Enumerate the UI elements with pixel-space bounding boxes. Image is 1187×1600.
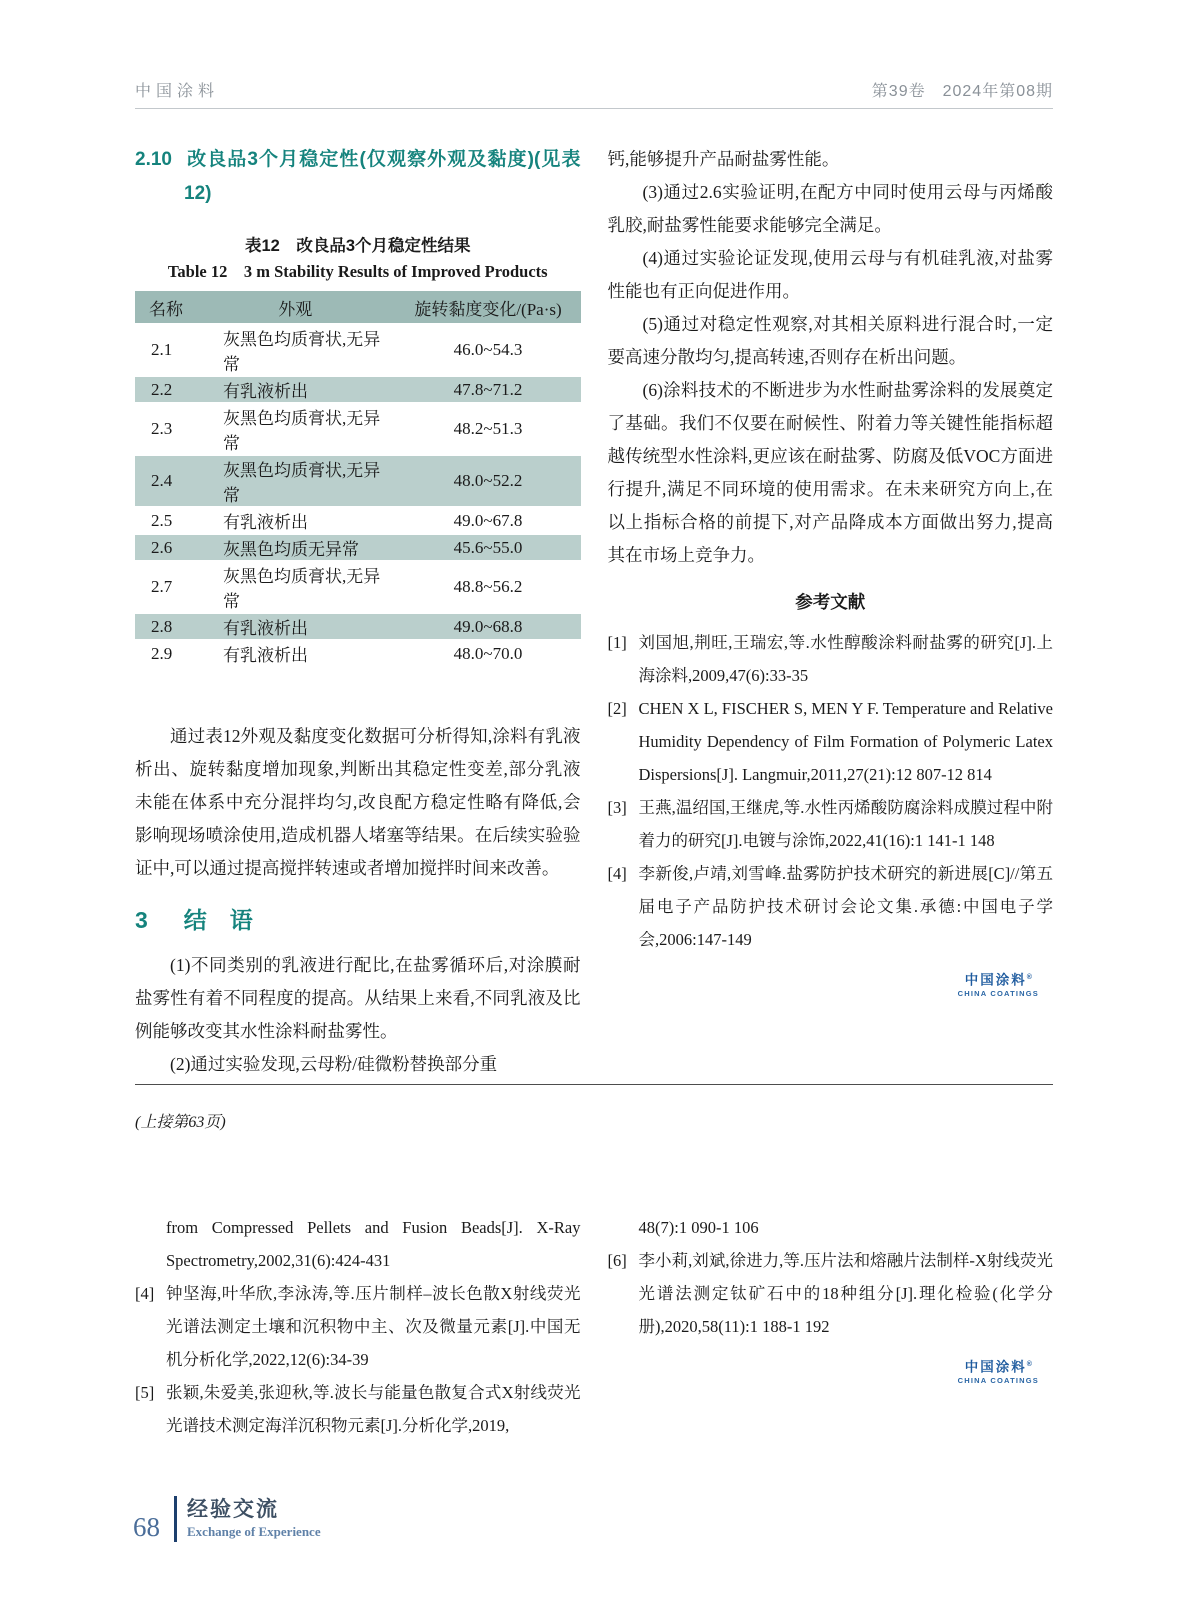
row-name: 2.9 [135, 640, 195, 667]
table-row [135, 561, 581, 613]
conclusion-paragraph-1: (1)不同类别的乳液进行配比,在盐雾循环后,对涂膜耐盐雾性有着不同程度的提高。从结果上来看,不同乳液及比例能够改变其水性涂料耐盐雾性。 [135, 955, 581, 1041]
references-list [608, 626, 1054, 956]
logo-container [608, 956, 1054, 999]
row-appearance: 灰黑色均质无异常 [195, 534, 396, 561]
row-viscosity: 48.2~51.3 [396, 403, 581, 455]
section-divider [135, 1084, 1053, 1085]
reference-text: 李新俊,卢靖,刘雪峰.盐雾防护技术研究的新进展[C]//第五届电子产品防护技术研讨会论文集.承德:中国电子学会,2006:147-149 [638, 864, 1053, 949]
conclusion-paragraph-4: (4)通过实验论证发现,使用云母与有机硅乳液,对盐雾性能也有正向促进作用。 [607, 248, 1053, 301]
row-appearance: 有乳液析出 [195, 507, 396, 534]
reference-marker: [1] [607, 633, 627, 652]
row-viscosity: 48.0~70.0 [396, 640, 581, 667]
row-name: 2.7 [135, 561, 195, 613]
continuation-columns [135, 1211, 1053, 1503]
continuation-right-column [608, 1211, 1054, 1503]
reference-item [608, 692, 1054, 791]
reference-text: 48(7):1 090-1 106 [638, 1218, 759, 1237]
reference-marker: [6] [607, 1251, 627, 1270]
reference-item [608, 857, 1054, 956]
footer-divider-bar [174, 1496, 177, 1542]
logo-text-en: CHINA COATINGS [957, 988, 1039, 998]
row-appearance: 灰黑色均质膏状,无异常 [195, 324, 396, 376]
table-caption-zh: 表12 改良品3个月稳定性结果 [244, 237, 471, 255]
column-title-block [187, 1497, 321, 1541]
column-title-en: Exchange of Experience [187, 1524, 321, 1539]
table-row [135, 613, 581, 640]
column-header-name: 名称 [135, 291, 195, 324]
table-row [135, 507, 581, 534]
registered-mark-icon: ® [1026, 974, 1032, 981]
table-row [135, 534, 581, 561]
table-row [135, 324, 581, 376]
conclusion-paragraph-2: (2)通过实验发现,云母粉/硅微粉替换部分重 [170, 1054, 498, 1074]
row-name: 2.2 [135, 376, 195, 403]
reference-item [135, 1277, 581, 1376]
row-viscosity: 48.0~52.2 [396, 455, 581, 507]
column-header-viscosity: 旋转黏度变化/(Pa·s) [396, 291, 581, 324]
table-row [135, 376, 581, 403]
reference-text: 刘国旭,荆旺,王瑞宏,等.水性醇酸涂料耐盐雾的研究[J].上海涂料,2009,47(6):33-35 [638, 633, 1053, 685]
continuation-left-column [135, 1211, 581, 1503]
column-title-zh: 经验交流 [187, 1498, 279, 1521]
table-caption-en: Table 12 3 m Stability Results of Improved Products [167, 262, 548, 281]
references-heading: 参考文献 [795, 592, 866, 612]
reference-text: from Compressed Pellets and Fusion Beads[J]. X-Ray Spectrometry,2002,31(6):424-431 [166, 1218, 581, 1270]
carryover-paragraph: 钙,能够提升产品耐盐雾性能。 [607, 149, 840, 169]
row-name: 2.4 [135, 455, 195, 507]
page-footer [133, 1496, 321, 1542]
issue-info: 第39卷 2024年第08期 [871, 83, 1053, 100]
reference-text: 李小莉,刘斌,徐进力,等.压片法和熔融片法制样-X射线荧光光谱法测定钛矿石中的18种组分[J].理化检验(化学分册),2020,58(11):1 188-1 192 [638, 1251, 1053, 1336]
table-row [135, 403, 581, 455]
reference-text: 张颖,朱爱美,张迎秋,等.波长与能量色散复合式X射线荧光光谱技术测定海洋沉积物元素[J].分析化学,2019, [166, 1383, 581, 1435]
row-viscosity: 45.6~55.0 [396, 534, 581, 561]
section-2-10-heading [135, 143, 581, 211]
row-name: 2.8 [135, 613, 195, 640]
table-header-row [135, 291, 581, 324]
conclusion-paragraph-5: (5)通过对稳定性观察,对其相关原料进行混合时,一定要高速分散均匀,提高转速,否则存在析出问题。 [607, 314, 1053, 367]
row-appearance: 灰黑色均质膏状,无异常 [195, 403, 396, 455]
logo-container [608, 1343, 1054, 1386]
section-number: 2.10 [135, 149, 172, 170]
section-title-text: 结 语 [183, 907, 253, 933]
table-row [135, 455, 581, 507]
row-viscosity: 47.8~71.2 [396, 376, 581, 403]
reference-marker: [4] [135, 1284, 155, 1303]
reference-text: CHEN X L, FISCHER S, MEN Y F. Temperature and Relative Humidity Dependency of Film Formation of Polymeric Latex Dispersions[J]. Langmuir,2011,27(21):12 807-12 814 [638, 699, 1053, 784]
reference-item [608, 791, 1054, 857]
china-coatings-logo [958, 970, 1039, 999]
logo-zh-chars: 中国涂料 [964, 972, 1027, 988]
references-list [608, 1211, 1054, 1343]
main-columns [135, 143, 1053, 1084]
row-appearance: 灰黑色均质膏状,无异常 [195, 455, 396, 507]
table-row [135, 640, 581, 667]
conclusion-paragraph-3: (3)通过2.6实验证明,在配方中同时使用云母与丙烯酸乳胶,耐盐雾性能要求能够完全满足。 [607, 182, 1053, 235]
continued-from-note: (上接第63页) [135, 1114, 226, 1131]
section-title-text: 改良品3个月稳定性(仅观察外观及黏度)(见表12) [184, 149, 581, 204]
row-appearance: 有乳液析出 [195, 613, 396, 640]
logo-zh-chars: 中国涂料 [964, 1359, 1027, 1375]
reference-item [135, 1376, 581, 1442]
reference-item [135, 1211, 581, 1277]
row-appearance: 灰黑色均质膏状,无异常 [195, 561, 396, 613]
row-name: 2.5 [135, 507, 195, 534]
row-viscosity: 49.0~67.8 [396, 507, 581, 534]
row-name: 2.1 [135, 324, 195, 376]
page-number: 68 [133, 1512, 160, 1542]
logo-text-en: CHINA COATINGS [957, 1375, 1039, 1385]
section-3-heading [135, 905, 581, 935]
reference-item [608, 1211, 1054, 1244]
reference-marker: [3] [607, 798, 627, 817]
table-body [135, 324, 581, 667]
logo-text-zh [958, 970, 1039, 988]
section-number: 3 [135, 907, 148, 933]
reference-marker: [2] [607, 699, 627, 718]
row-name: 2.3 [135, 403, 195, 455]
left-column [135, 143, 581, 1084]
reference-marker: [5] [135, 1383, 155, 1402]
conclusion-paragraph-6: (6)涂料技术的不断进步为水性耐盐雾涂料的发展奠定了基础。我们不仅要在耐候性、附着力等关键性能指标超越传统型水性涂料,更应该在耐盐雾、防腐及低VOC方面进行提升,满足不同环境的使用需求。在未来研究方向上,在以上指标合格的前提下,对产品降成本方面做出努力,提高其在市场上竞争力。 [607, 380, 1053, 565]
references-list [135, 1211, 581, 1442]
column-header-appearance: 外观 [195, 291, 396, 324]
stability-results-table [135, 291, 581, 668]
row-viscosity: 46.0~54.3 [396, 324, 581, 376]
running-head [135, 78, 1053, 109]
table-header [135, 291, 581, 324]
row-appearance: 有乳液析出 [195, 376, 396, 403]
reference-marker: [4] [607, 864, 627, 883]
right-column [608, 143, 1054, 1084]
row-viscosity: 48.8~56.2 [396, 561, 581, 613]
analysis-paragraph: 通过表12外观及黏度变化数据可分析得知,涂料有乳液析出、旋转黏度增加现象,判断出其稳定性变差,部分乳液未能在体系中充分混拌均匀,改良配方稳定性略有降低,会影响现场喷涂使用,造成机器人堵塞等结果。在后续实验验证中,可以通过提高搅拌转速或者增加搅拌时间来改善。 [135, 726, 581, 878]
china-coatings-logo [958, 1357, 1039, 1386]
reference-item [608, 1244, 1054, 1343]
registered-mark-icon: ® [1026, 1361, 1032, 1368]
reference-text: 钟坚海,叶华欣,李泳涛,等.压片制样–波长色散X射线荧光光谱法测定土壤和沉积物中主、次及微量元素[J].中国无机分析化学,2022,12(6):34-39 [166, 1284, 581, 1369]
row-appearance: 有乳液析出 [195, 640, 396, 667]
reference-item [608, 626, 1054, 692]
row-name: 2.6 [135, 534, 195, 561]
reference-text: 王燕,温绍国,王继虎,等.水性丙烯酸防腐涂料成膜过程中附着力的研究[J].电镀与涂饰,2022,41(16):1 141-1 148 [638, 798, 1053, 850]
row-viscosity: 49.0~68.8 [396, 613, 581, 640]
journal-name: 中国涂料 [135, 83, 220, 100]
logo-text-zh [958, 1357, 1039, 1375]
